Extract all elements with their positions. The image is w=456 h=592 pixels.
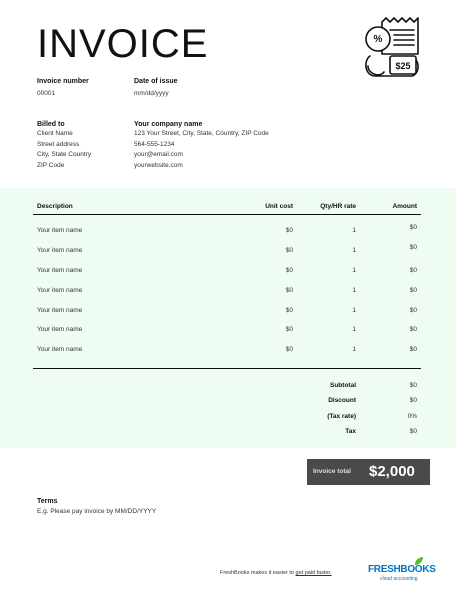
get-paid-faster-link[interactable]: get paid faster.: [295, 570, 332, 576]
client-street: Street address: [37, 140, 80, 148]
row-qty: 1: [352, 287, 356, 294]
row-amount: $0: [409, 267, 417, 274]
row-unit-cost: $0: [285, 227, 293, 234]
tax-label: Tax: [345, 428, 356, 435]
row-description: Your item name: [37, 346, 83, 353]
header-divider: [33, 214, 421, 215]
row-unit-cost: $0: [285, 307, 293, 314]
row-unit-cost: $0: [285, 247, 293, 254]
logo-tagline: cloud accounting: [380, 576, 418, 582]
row-unit-cost: $0: [285, 326, 293, 333]
billed-to-block: [37, 129, 91, 171]
terms-text: E.g. Please pay invoice by MM/DD/YYYY: [37, 508, 157, 515]
row-qty: 1: [352, 326, 356, 333]
row-description: Your item name: [37, 247, 83, 254]
tax-rate-label: (Tax rate): [327, 413, 356, 420]
invoice-number-label: Invoice number: [37, 78, 89, 85]
invoice-number-value: 00001: [37, 90, 56, 97]
row-amount: $0: [409, 307, 417, 314]
tax-rate-value: 0%: [407, 413, 417, 420]
company-block: [134, 129, 269, 171]
date-value: mm/dd/yyyy: [134, 90, 169, 97]
client-city: City, State Country: [37, 151, 92, 158]
row-description: Your item name: [37, 267, 83, 274]
discount-value: $0: [409, 397, 417, 404]
discount-label: Discount: [328, 397, 356, 404]
row-qty: 1: [352, 247, 356, 254]
col-amount: Amount: [392, 203, 417, 210]
date-label: Date of issue: [134, 78, 178, 85]
row-unit-cost: $0: [285, 346, 293, 353]
row-description: Your item name: [37, 227, 83, 234]
company-email: your@email.com: [134, 151, 183, 158]
row-amount: $0: [409, 346, 417, 353]
billed-to-label: Billed to: [37, 121, 65, 128]
row-amount: $0: [409, 244, 417, 251]
price-glyph: $25: [395, 61, 411, 71]
invoice-total-label: Invoice total: [313, 468, 351, 475]
row-description: Your item name: [37, 287, 83, 294]
invoice-title: INVOICE: [37, 22, 209, 66]
company-name-label: Your company name: [134, 121, 203, 128]
col-unit-cost: Unit cost: [265, 203, 293, 210]
footer-tagline: [220, 570, 332, 576]
receipt-icon: [360, 16, 422, 80]
subtotal-label: Subtotal: [330, 382, 356, 389]
row-qty: 1: [352, 227, 356, 234]
client-zip: ZIP Code: [37, 161, 65, 169]
company-phone: 564-555-1234: [134, 140, 175, 148]
invoice-total-value: $2,000: [369, 463, 415, 480]
row-unit-cost: $0: [285, 287, 293, 294]
row-description: Your item name: [37, 307, 83, 314]
row-qty: 1: [352, 267, 356, 274]
percent-glyph: %: [373, 34, 383, 45]
subtotal-value: $0: [409, 382, 417, 389]
logo-wordmark: [368, 564, 436, 575]
terms-label: Terms: [37, 498, 58, 505]
row-qty: 1: [352, 346, 356, 353]
client-name: Client Name: [37, 130, 73, 137]
table-bottom-divider: [33, 368, 421, 369]
company-website: yourwebsite.com: [134, 161, 183, 169]
col-description: Description: [37, 203, 73, 210]
row-unit-cost: $0: [285, 267, 293, 274]
logo-books: BOOKS: [400, 564, 436, 575]
logo-fresh: FRESH: [368, 564, 401, 575]
row-qty: 1: [352, 307, 356, 314]
company-address: 123 Your Street, City, State, Country, ZIP Code: [134, 130, 269, 137]
tax-value: $0: [409, 428, 417, 435]
row-description: Your item name: [37, 326, 83, 333]
footer-text: FreshBooks makes it easier to: [220, 570, 296, 576]
row-amount: $0: [409, 287, 417, 294]
col-qty: Qty/HR rate: [320, 203, 356, 210]
freshbooks-logo: [368, 556, 436, 584]
row-amount: $0: [409, 326, 417, 333]
row-amount: $0: [409, 224, 417, 231]
